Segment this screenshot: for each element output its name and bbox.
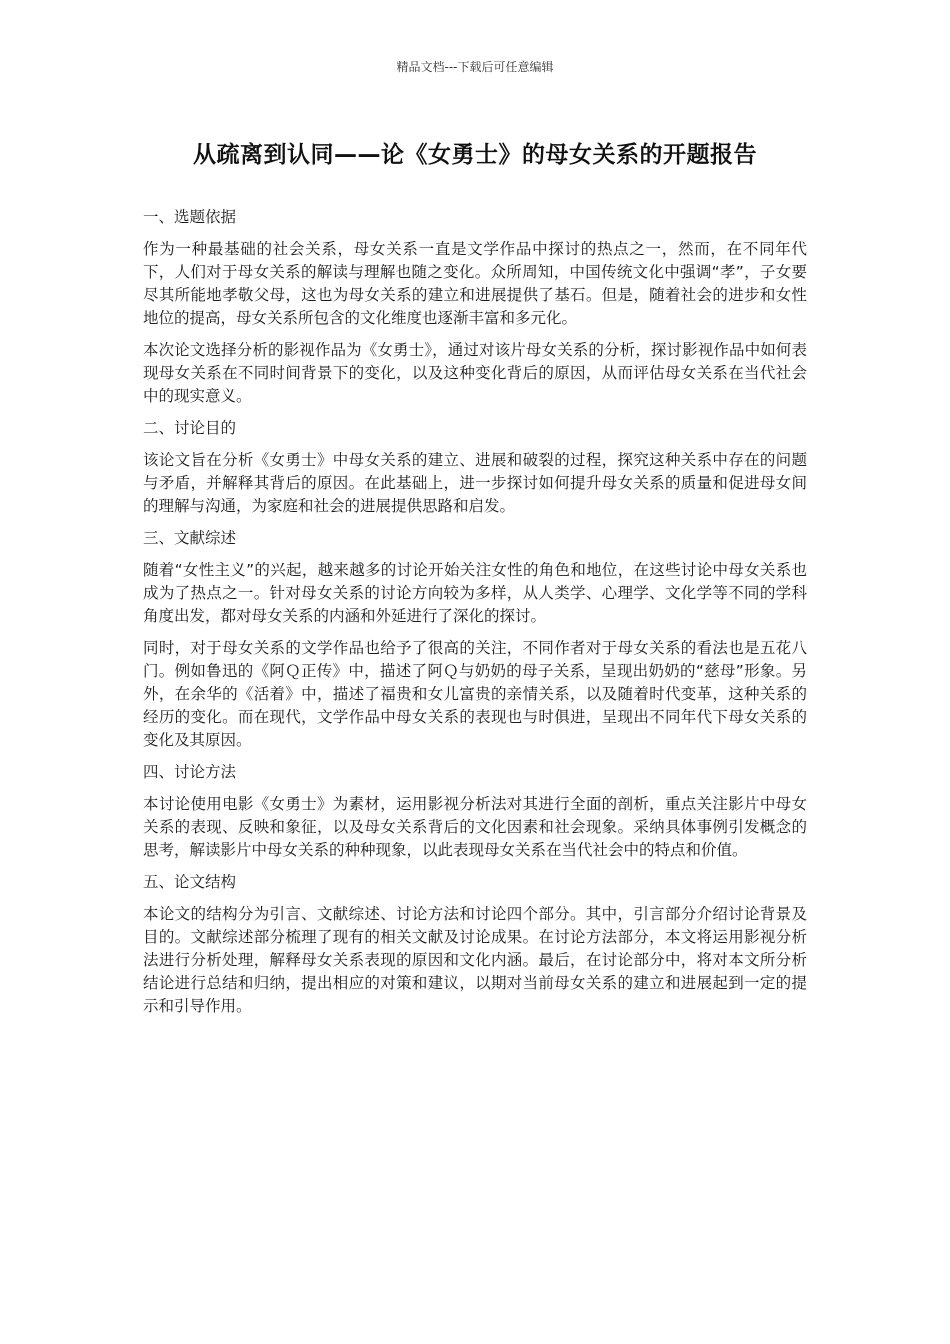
section-heading: 五、论文结构	[143, 873, 237, 891]
section-basis	[143, 206, 807, 408]
header-note: 精品文档---下载后可任意编辑	[396, 60, 554, 74]
paragraph: 作为一种最基础的社会关系，母女关系一直是文学作品中探讨的热点之一，然而，在不同年代下，人们对于母女关系的解读与理解也随之变化。众所周知，中国传统文化中强调“孝”，子女要尽其所能地孝敬父母，这也为母女关系的建立和进展提供了基石。但是，随着社会的进步和女性地位的提高，母女关系所包含的文化维度也逐渐丰富和多元化。	[143, 240, 807, 327]
paragraph: 本讨论使用电影《女勇士》为素材，运用影视分析法对其进行全面的剖析，重点关注影片中母女关系的表现、反映和象征，以及母女关系背后的文化因素和社会现象。采纳具体事例引发概念的思考，解读影片中母女关系的种种现象，以此表现母女关系在当代社会中的特点和价值。	[143, 795, 807, 859]
document-body	[143, 206, 807, 1027]
section-heading: 三、文献综述	[143, 529, 237, 547]
paragraph: 同时，对于母女关系的文学作品也给予了很高的关注，不同作者对于母女关系的看法也是五花八门。例如鲁迅的《阿Ｑ正传》中，描述了阿Ｑ与奶奶的母子关系，呈现出奶奶的“慈母”形象。另外，在余华的《活着》中，描述了福贵和女儿富贵的亲情关系，以及随着时代变革，这种关系的经历的变化。而在现代，文学作品中母女关系的表现也与时俱进，呈现出不同年代下母女关系的变化及其原因。	[143, 639, 807, 749]
paragraph: 该论文旨在分析《女勇士》中母女关系的建立、进展和破裂的过程，探究这种关系中存在的问题与矛盾，并解释其背后的原因。在此基础上，进一步探讨如何提升母女关系的质量和促进母女间的理解与沟通，为家庭和社会的进展提供思路和启发。	[143, 451, 807, 515]
section-heading: 一、选题依据	[143, 208, 237, 226]
paragraph: 本次论文选择分析的影视作品为《女勇士》，通过对该片母女关系的分析，探讨影视作品中如何表现母女关系在不同时间背景下的变化，以及这种变化背后的原因，从而评估母女关系在当代社会中的现实意义。	[143, 341, 807, 405]
section-method	[143, 761, 807, 862]
document-title: 从疏离到认同——论《女勇士》的母女关系的开题报告	[193, 142, 757, 168]
paragraph: 随着“女性主义”的兴起，越来越多的讨论开始关注女性的角色和地位，在这些讨论中母女关系也成为了热点之一。针对母女关系的讨论方向较为多样，从人类学、心理学、文化学等不同的学科角度出发，都对母女关系的内涵和外延进行了深化的探讨。	[143, 561, 807, 625]
section-heading: 四、讨论方法	[143, 763, 237, 781]
section-literature-review	[143, 527, 807, 752]
section-heading: 二、讨论目的	[143, 419, 237, 437]
section-structure	[143, 871, 807, 1018]
section-purpose	[143, 417, 807, 518]
paragraph: 本论文的结构分为引言、文献综述、讨论方法和讨论四个部分。其中，引言部分介绍讨论背景及目的。文献综述部分梳理了现有的相关文献及讨论成果。在讨论方法部分，本文将运用影视分析法进行分析处理，解释母女关系表现的原因和文化内涵。最后，在讨论部分中，将对本文所分析结论进行总结和归纳，提出相应的对策和建议，以期对当前母女关系的建立和进展起到一定的提示和引导作用。	[143, 905, 807, 1015]
